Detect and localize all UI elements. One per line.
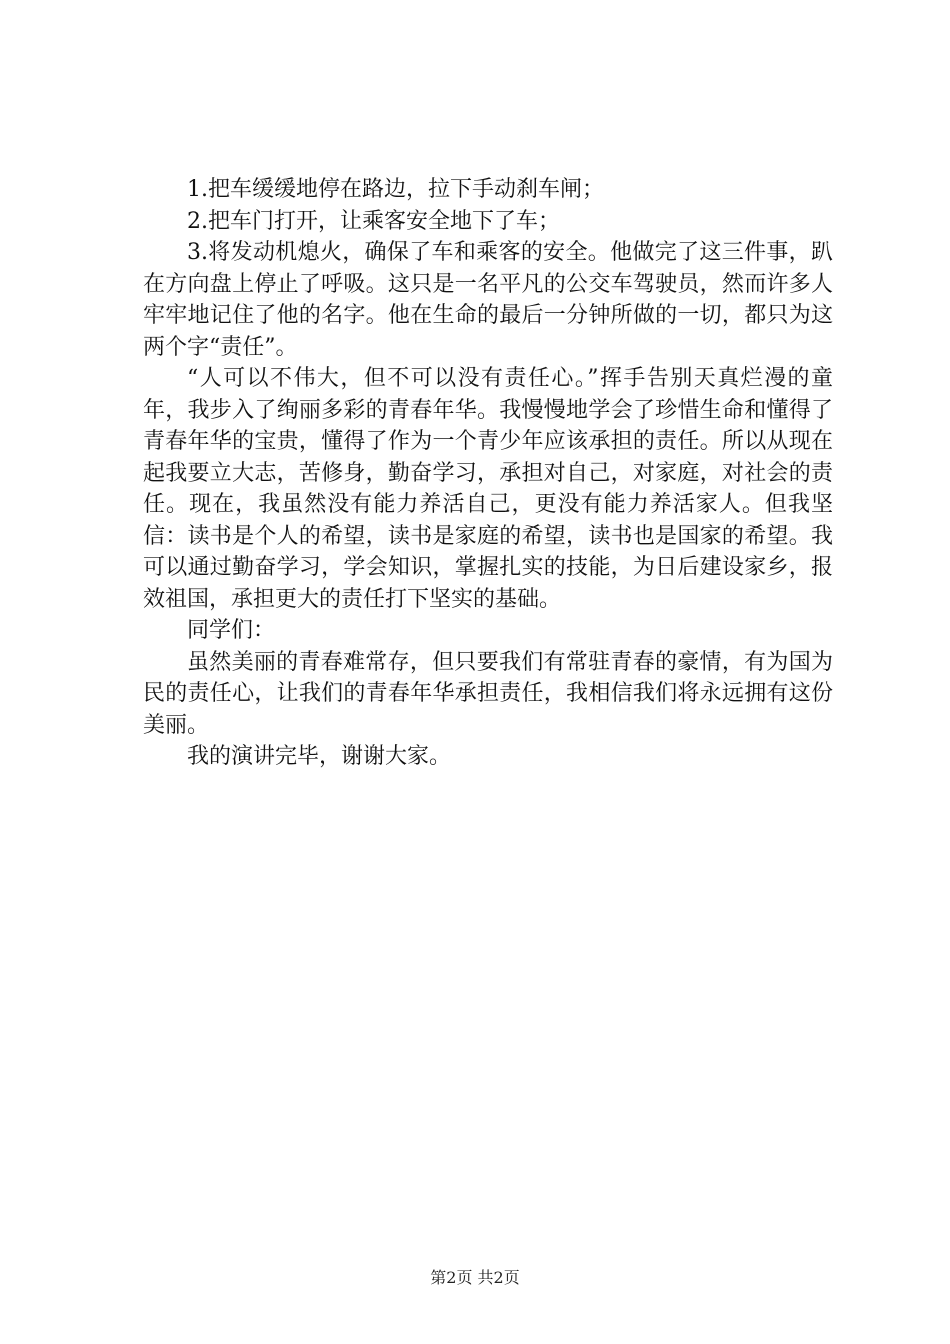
closing-paragraph: 虽然美丽的青春难常存，但只要我们有常驻青春的豪情，有为国为民的责任心，让我们的青春年华承担责任，我相信我们将永远拥有这份美丽。 <box>143 649 833 738</box>
list-step-3-paragraph: 3.将发动机熄火，确保了车和乘客的安全。他做完了这三件事，趴在方向盘上停止了呼吸。这只是一名平凡的公交车驾驶员，然而许多人牢牢地记住了他的名字。他在生命的最后一分钟所做的一切，都只为这两个字“责任”。 <box>143 240 833 360</box>
sign-off: 我的演讲完毕，谢谢大家。 <box>187 744 452 769</box>
list-step-2: 2.把车门打开，让乘客安全地下了车； <box>187 208 560 234</box>
page-number-footer: 第2页 共2页 <box>430 1268 520 1287</box>
responsibility-paragraph: “人可以不伟大，但不可以没有责任心。”挥手告别天真烂漫的童年，我步入了绚丽多彩的青春年华。我慢慢地学会了珍惜生命和懂得了青春年华的宝贵，懂得了作为一个青少年应该承担的责任。所以从现在起我要立大志，苦修身，勤奋学习，承担对自己，对家庭，对社会的责任。现在，我虽然没有能力养活自己，更没有能力养活家人。但我坚信：读书是个人的希望，读书是家庭的希望，读书也是国家的希望。我可以通过勤奋学习，学会知识，掌握扎实的技能，为日后建设家乡，报效祖国，承担更大的责任打下坚实的基础。 <box>143 366 833 612</box>
salutation: 同学们： <box>187 618 276 643</box>
list-step-1: 1.把车缓缓地停在路边，拉下手动刹车闸； <box>187 177 604 202</box>
document-body <box>143 174 833 773</box>
